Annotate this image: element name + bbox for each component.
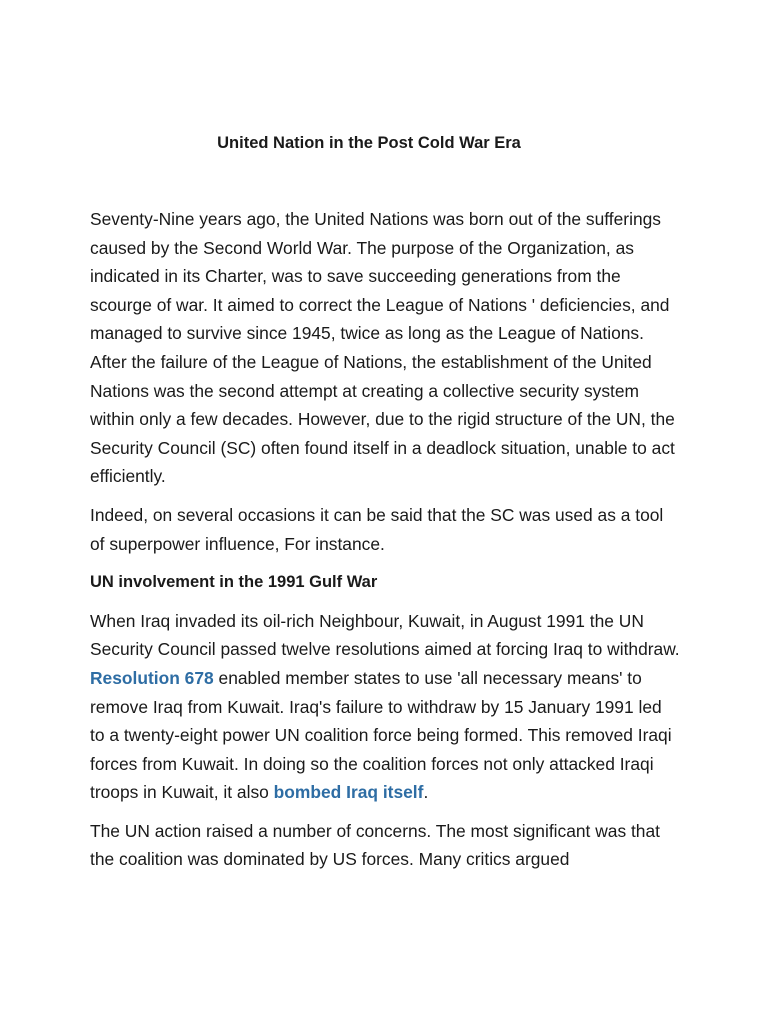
gulf-war-text-part-3: .: [423, 782, 429, 803]
paragraph-gulf-war: [90, 607, 680, 807]
gulf-war-text-part-2: enabled member states to use 'all necessary means' to remove Iraq from Kuwait. Iraq's failure to withdraw by 15 January 1991 led to a twenty-eight power UN coalition force being formed. This removed Iraqi forces from Kuwait. In doing so the coalition forces not only attacked Iraqi troops in Kuwait, it also: [90, 667, 672, 803]
section-heading: UN involvement in the 1991 Gulf War: [90, 573, 378, 592]
gulf-war-text-part-1: When Iraq invaded its oil-rich Neighbour, Kuwait, in August 1991 the UN Security Council passed twelve resolutions aimed at forcing Iraq to withdraw.: [90, 610, 680, 660]
paragraph-intro: Seventy-Nine years ago, the United Nations was born out of the sufferings caused by the Second World War. The purpose of the Organization, as indicated in its Charter, was to save succeeding generations from the scourge of war. It aimed to correct the League of Nations ' deficiencies, and managed to survive since 1945, twice as long as the League of Nations. After the failure of the League of Nations, the establishment of the United Nations was the second attempt at creating a collective security system within only a few decades. However, due to the rigid structure of the UN, the Security Council (SC) often found itself in a deadlock situation, unable to act efficiently.: [90, 209, 675, 487]
resolution-678-link[interactable]: Resolution 678: [90, 667, 214, 688]
document-body: [90, 205, 680, 884]
paragraph-concerns: The UN action raised a number of concerns. The most significant was that the coalition was dominated by US forces. Many critics argued: [90, 820, 660, 870]
bombed-iraq-link[interactable]: bombed Iraq itself: [273, 782, 424, 803]
document-title: United Nation in the Post Cold War Era: [217, 134, 521, 152]
paragraph-superpower: Indeed, on several occasions it can be said that the SC was used as a tool of superpower influence, For instance.: [90, 504, 664, 554]
